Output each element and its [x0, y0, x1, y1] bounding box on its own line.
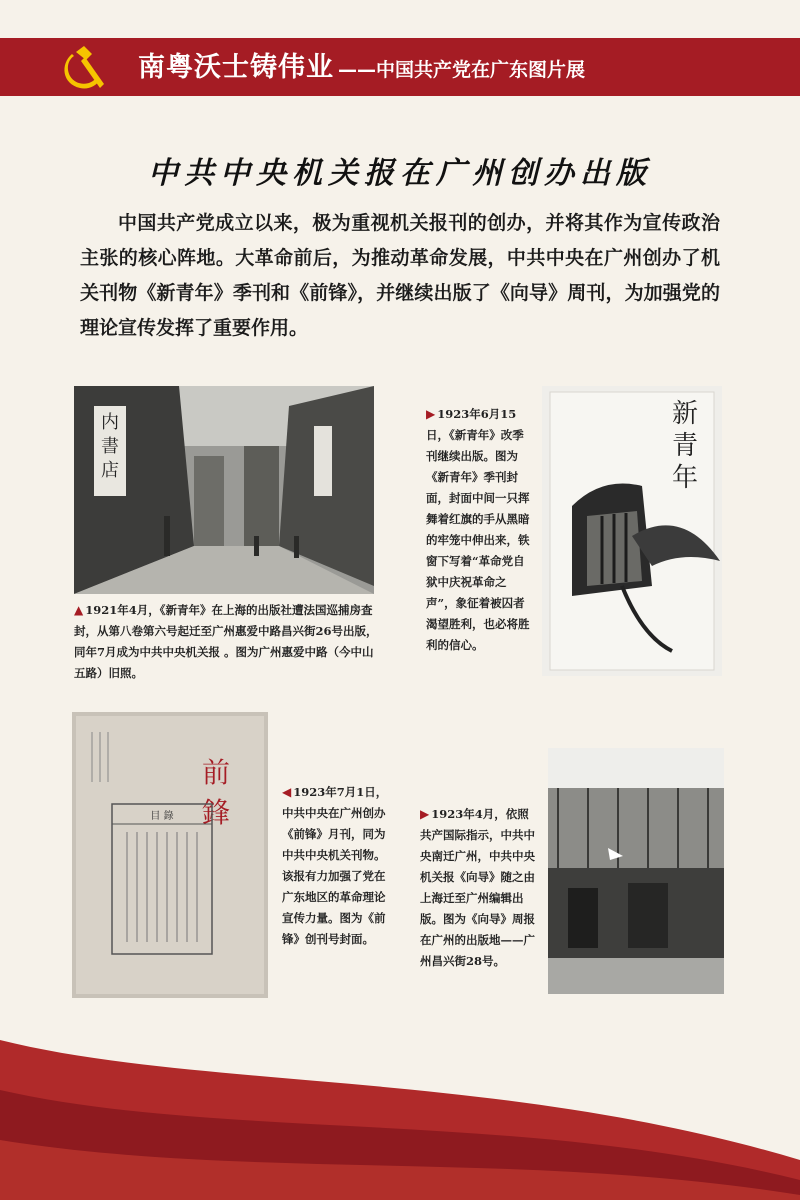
caption-xinqingnian-text: 1923年6月15日，《新青年》改季刊继续出版。图为《新青年》季刊封面，封面中间一只挥舞着红旗的手从黑暗的牢笼中伸出来，铁窗下写着“革命党自狱中庆祝革命之声”，象征着被囚者渴望胜利，也必将胜利的信心。: [426, 407, 530, 652]
caption-xinqingnian: [426, 404, 532, 656]
qianfeng-cover-photo: [72, 712, 268, 998]
page-title: 中共中央机关报在广州创办出版: [148, 156, 652, 191]
hammer-sickle-icon: [58, 44, 112, 94]
header-title-sub: ——中国共产党在广东图片展: [338, 59, 586, 81]
bottom-wave-decoration: [0, 1030, 800, 1200]
xinqingnian-title-char-2: 青: [672, 431, 699, 461]
qianfeng-toc-label: 目 錄: [150, 811, 174, 822]
triangle-left-icon: ◀: [282, 785, 292, 799]
header-banner: [0, 38, 800, 96]
triangle-right-icon: ▶: [420, 807, 430, 821]
qianfeng-title-char-1: 前: [202, 756, 231, 789]
street-sign-char-2: 書: [101, 436, 119, 457]
changxing-street-photo: [548, 748, 724, 994]
triangle-right-icon: ▶: [426, 407, 436, 421]
xinqingnian-cover-photo: [542, 386, 722, 676]
header-title-main: 南粤沃士铸伟业: [138, 52, 334, 83]
street-sign-char-3: 店: [101, 460, 119, 481]
intro-paragraph: 中国共产党成立以来，极为重视机关报刊的创办，并将其作为宣传政治主张的核心阵地。大革命前后，为推动革命发展，中共中央在广州创办了机关刊物《新青年》季刊和《前锋》，并继续出版了《向导》周刊，为加强党的理论宣传发挥了重要作用。: [80, 212, 720, 339]
caption-qianfeng-text: 1923年7月1日，中共中央在广州创办《前锋》月刊，同为中共中央机关刊物。该报有力加强了党在广东地区的革命理论宣传力量。图为《前锋》创刊号封面。: [282, 785, 388, 946]
caption-xiangdao-text: 1923年4月，依照共产国际指示，中共中央南迁广州，中共中央机关报《向导》随之由上海迁至广州编辑出版。图为《向导》周报在广州的出版地——广州昌兴街28号。: [420, 807, 535, 968]
caption-qianfeng: [282, 782, 390, 950]
xinqingnian-title-char-1: 新: [672, 399, 699, 429]
triangle-up-icon: ▲: [74, 603, 84, 617]
street-photo: [74, 386, 374, 594]
caption-street-text: 1921年4月，《新青年》在上海的出版社遭法国巡捕房查封，从第八卷第六号起迁至广州惠爱中路昌兴街26号出版，同年7月成为中共中央机关报 。图为广州惠爱中路（今中山五路）旧照。: [74, 603, 378, 680]
caption-xiangdao: [420, 804, 540, 972]
xinqingnian-title-char-3: 年: [672, 463, 699, 493]
qianfeng-title-char-2: 鋒: [202, 796, 231, 829]
header-title: [138, 48, 585, 88]
street-sign-char-1: 内: [101, 412, 119, 433]
caption-street-photo: [74, 600, 378, 684]
